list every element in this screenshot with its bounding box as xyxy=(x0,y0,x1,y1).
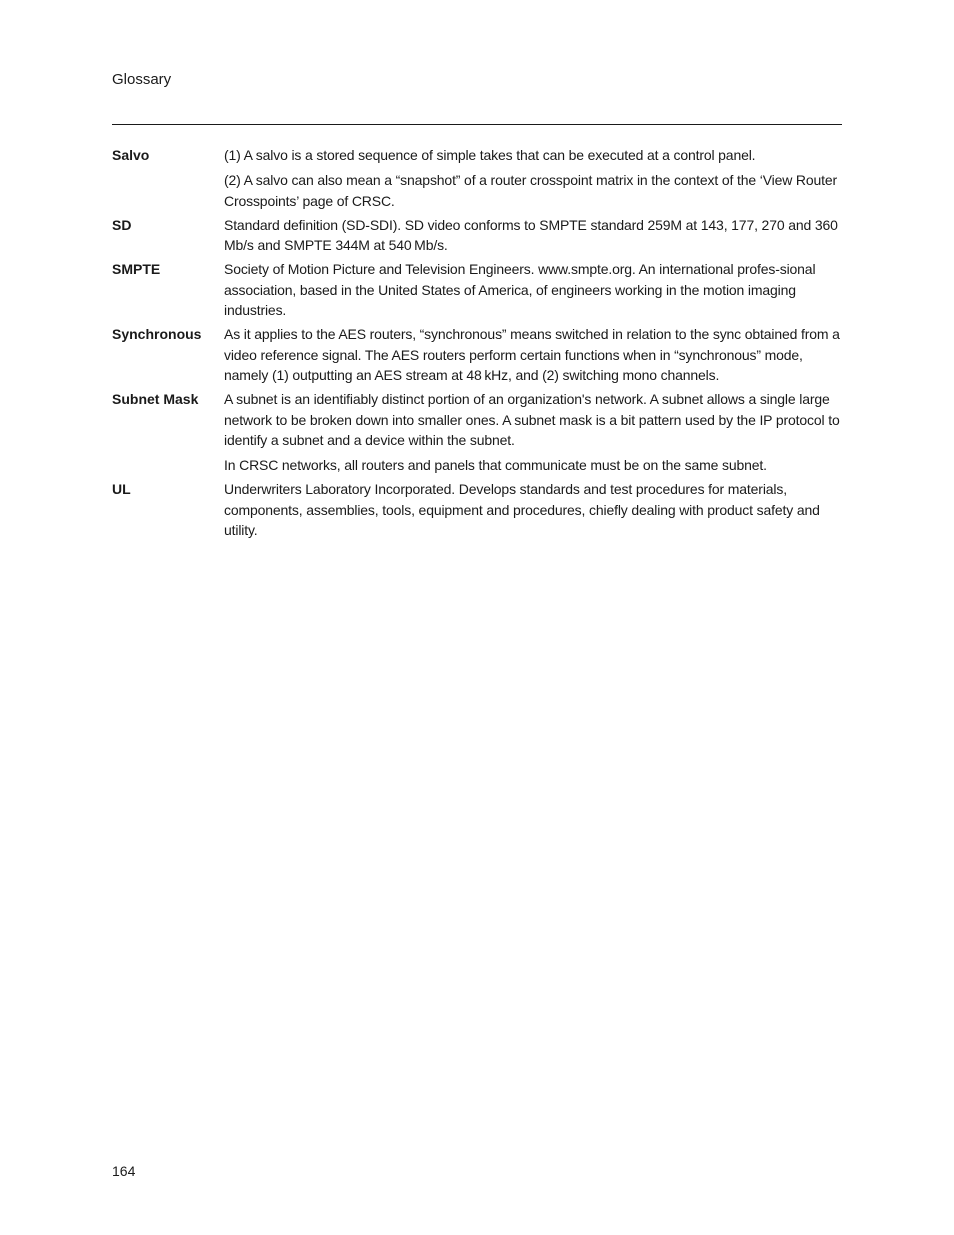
page-number: 164 xyxy=(112,1163,136,1179)
glossary-entry xyxy=(112,324,842,385)
glossary-entry xyxy=(112,215,842,256)
glossary-entry xyxy=(112,145,842,211)
glossary-definition xyxy=(224,479,842,540)
glossary-definition xyxy=(224,145,842,211)
glossary-entry xyxy=(112,389,842,475)
glossary-definition xyxy=(224,389,842,475)
glossary-term: SD xyxy=(112,216,132,233)
definition-paragraph: Society of Motion Picture and Television Engineers. www.smpte.org. An international profes-sional association, based in the United States of America, of engineers working in the motion imaging industries. xyxy=(224,261,816,319)
glossary-term: SMPTE xyxy=(112,261,161,278)
glossary-term: Subnet Mask xyxy=(112,391,199,408)
glossary-entry xyxy=(112,479,842,540)
definition-paragraph: (2) A salvo can also mean a “snapshot” of a router crosspoint matrix in the context of the ‘View Router Crosspoints’ page of CRSC. xyxy=(224,172,838,209)
definition-paragraph: In CRSC networks, all routers and panels that communicate must be on the same subnet. xyxy=(224,457,767,474)
glossary-definition xyxy=(224,215,842,256)
glossary-term: Salvo xyxy=(112,147,150,163)
glossary-entry xyxy=(112,259,842,320)
page-section-title: Glossary xyxy=(112,71,172,88)
definition-paragraph: Underwriters Laboratory Incorporated. Develops standards and test procedures for materials, components, assemblies, tools, equipment and procedures, chiefly dealing with product safety and utility. xyxy=(224,481,820,539)
definition-paragraph: A subnet is an identifiably distinct portion of an organization's network. A subnet allows a single large network to be broken down into smaller ones. A subnet mask is a bit pattern used by the IP protocol to identify a subnet and a device within the subnet. xyxy=(224,391,840,448)
glossary-term: UL xyxy=(112,481,131,498)
glossary-list xyxy=(112,145,842,544)
glossary-term: Synchronous xyxy=(112,326,202,343)
glossary-definition xyxy=(224,259,842,320)
glossary-definition xyxy=(224,324,842,385)
definition-paragraph: Standard definition (SD-SDI). SD video conforms to SMPTE standard 259M at 143, 177, 270 and 360 Mb/s and SMPTE 344M at 540 Mb/s. xyxy=(224,216,841,254)
header-divider xyxy=(112,124,842,125)
definition-paragraph: (1) A salvo is a stored sequence of simple takes that can be executed at a control panel. xyxy=(224,147,756,163)
definition-paragraph: As it applies to the AES routers, “synchronous” means switched in relation to the sync obtained from a video reference signal. The AES routers perform certain functions when in “synchronous” mode, namely (1) outputting an AES stream at 48 kHz, and (2) switching mono channels. xyxy=(224,326,840,383)
